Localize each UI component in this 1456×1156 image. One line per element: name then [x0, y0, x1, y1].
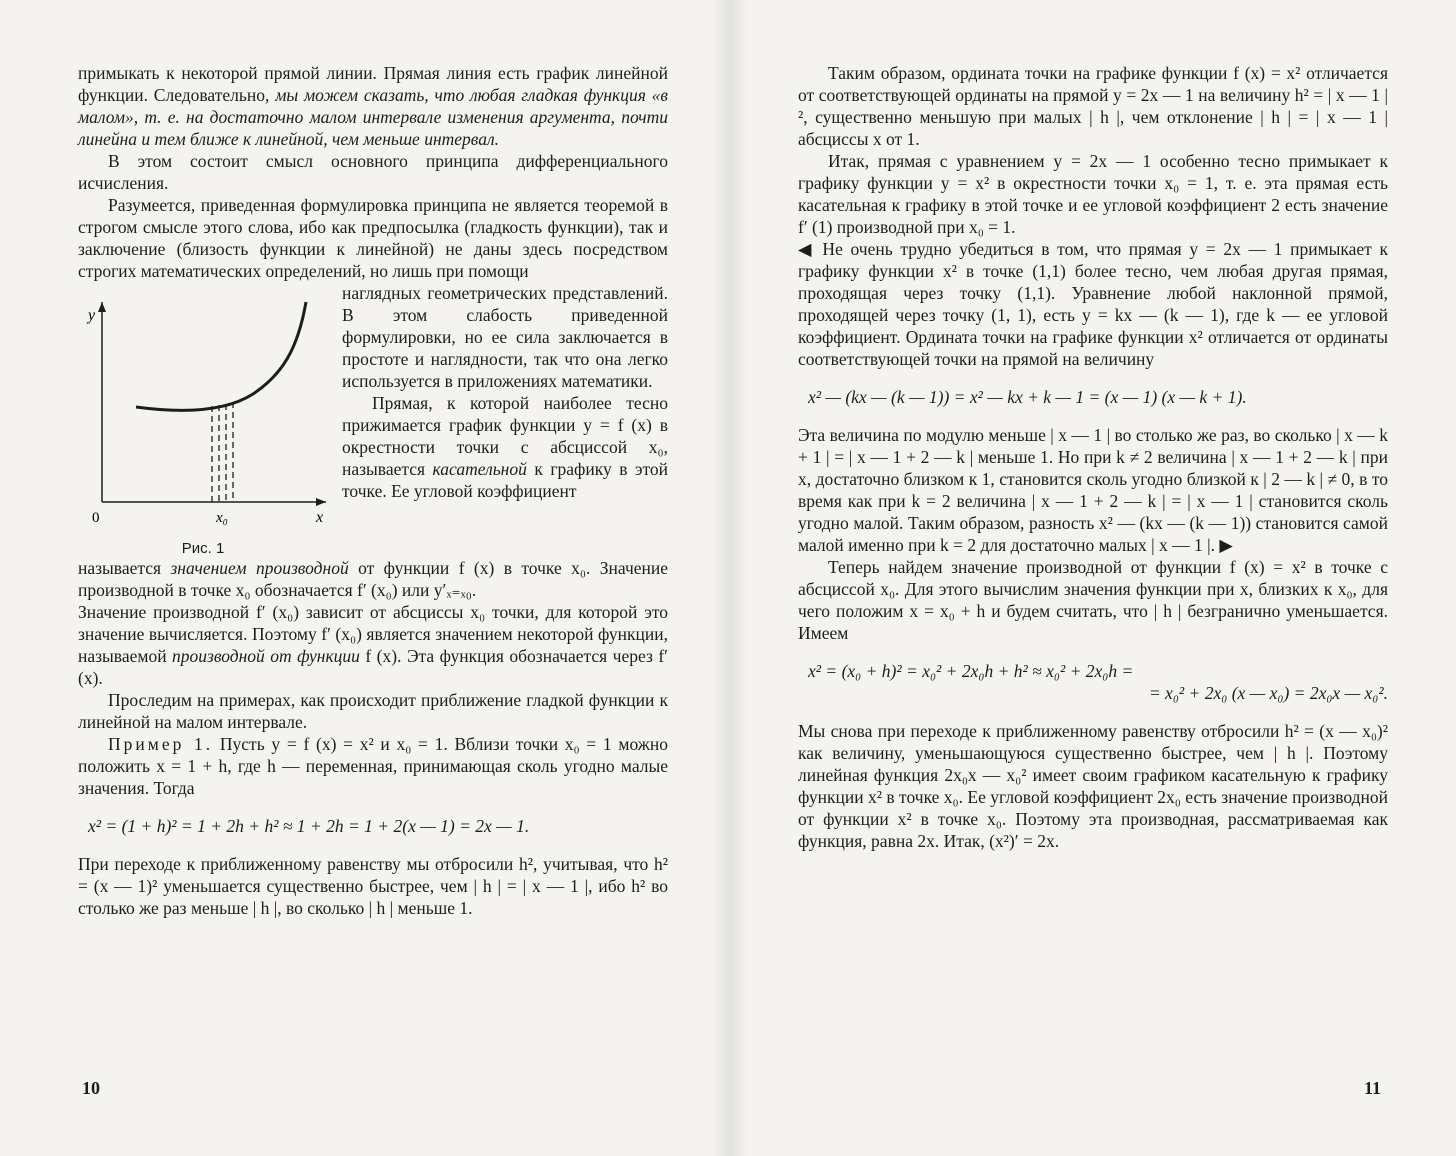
right-formula-2a: x² = (x₀ + h)² = x₀² + 2x₀h + h² ≈ x₀² + 2x₀h = — [808, 661, 1134, 681]
left-page-number: 10 — [82, 1078, 100, 1098]
example-label: Пример 1. — [108, 734, 214, 754]
right-page-number: 11 — [1364, 1078, 1382, 1098]
left-paragraph-4-end — [78, 557, 668, 601]
right-paragraph-3: ◀ Не очень трудно убедиться в том, что прямая y = 2x — 1 примыкает к графику функции x² в точке (1,1) более тесно, чем любая другая прямая, проходящая через точку (1,1). Уравнение любой наклонной прямой, проходящей через точку (1, 1), есть y = kx — (k — 1), где k — ее угловой коэффициент. Ордината точки на графике функции x² отличается от ординаты соответствующей точки на прямой на величину — [798, 239, 1388, 369]
left-p4-tangent: касательной — [432, 459, 527, 479]
right-paragraph-4: Эта величина по модулю меньше | x — 1 | во столько же раз, во сколько | x — k + 1 | = | x — 1 + 2 — k | меньше 1. Но при k ≠ 2 величина | x — 1 + 2 — k | при x, достаточно близком к 1, становится сколь угодно близкой к | 2 — k | ≠ 0, в то время как при k = 2 величина | x — 1 + 2 — k | = | x — 1 | становится сколь угодно малой. Таким образом, разность x² — (kx — (k — 1)) становится самой малой именно при k = 2 для достаточно малых | x — 1 |. ▶ — [798, 425, 1388, 555]
left-page — [78, 62, 668, 919]
book-gutter — [712, 0, 748, 1156]
function-curve — [136, 302, 306, 410]
left-p1-italic: мы можем сказать, что любая гладкая функция «в малом», т. е. на достаточно малом интервале изменения аргумента, почти линейна и тем ближе к линейной, чем меньше интервал. — [78, 85, 669, 149]
y-axis-arrow-icon — [98, 302, 106, 312]
right-paragraph-5: Теперь найдем значение производной от функции f (x) = x² в точке с абсциссой x₀. Для этого вычислим значения функции при x, близких к x₀, для чего положим x = x₀ + h и будем считать, что | h | безгранично уменьшается. Имеем — [798, 557, 1388, 643]
left-p5a: Значение производной f′ (x₀) зависит от абсциссы x₀ точки, для которой это значение вычисляется. Поэтому f′ (x₀) является значением некоторой функции, называемой — [78, 602, 668, 666]
left-p1-text: примыкать к некоторой прямой линии. Прямая линия есть график линейной функции. Следовательно, — [78, 63, 668, 105]
left-paragraph-1 — [78, 62, 668, 150]
left-paragraph-7 — [78, 733, 668, 799]
x-axis-arrow-icon — [316, 498, 326, 506]
left-paragraph-8: При переходе к приближенному равенству мы отбросили h², учитывая, что h² = (x — 1)² уменьшается существенно быстрее, чем | h | = | x — 1 |, ибо h² во столько же раз меньше | h |, во сколько | h | меньше 1. — [78, 854, 668, 918]
x-axis-label: x — [316, 509, 324, 526]
left-paragraph-6: Проследим на примерах, как происходит приближение гладкой функции к линейной на малом интервале. — [78, 690, 668, 732]
left-formula-1: x² = (1 + h)² = 1 + 2h + h² ≈ 1 + 2h = 1 + 2(x — 1) = 2x — 1. — [88, 816, 530, 836]
right-paragraph-6: Мы снова при переходе к приближенному равенству отбросили h² = (x — x₀)² как величину, уменьшающуюся существенно быстрее, чем | h |. Поэтому линейная функция 2x₀x — x₀² имеет своим графиком касательную к графику функции x² в точке x₀. Ее угловой коэффициент 2x₀ есть значение производной от функции x² в точке x₀. Поэтому эта производная, рассматриваемая как функция, равна 2x. Итак, (x²)′ = 2x. — [798, 721, 1388, 851]
y-axis-label: y — [88, 307, 96, 324]
left-p7-text: Пусть y = f (x) = x² и x₀ = 1. Вблизи точки x₀ = 1 можно положить x = 1 + h, где h — переменная, принимающая сколь угодно малые значения. Тогда — [78, 734, 668, 798]
left-paragraph-5 — [78, 601, 668, 689]
left-p4-value: значением производной — [170, 558, 349, 578]
left-p4a: Прямая, к которой наиболее тесно прижимается график функции y = f (x) в окрестности точки с абсциссой x₀, называется — [342, 393, 668, 479]
left-paragraph-3: Разумеется, приведенная формулировка принципа не является теоремой в строгом смысле этого слова, ибо как предпосылка (гладкость функции), так и заключение (близость функции к линейной) не даны здесь посредством строгих математических определений, но лишь при помощи — [78, 195, 668, 281]
left-p5b: f (x). Эта функция обозначается через f′ (x). — [78, 646, 668, 688]
right-paragraph-2: Итак, прямая с уравнением y = 2x — 1 особенно тесно примыкает к графику функции y = x² в окрестности точки x₀ = 1, т. е. эта прямая есть касательная к графику в этой точке и ее угловой коэффициент 2 есть значение f′ (1) производной при x₀ = 1. — [798, 151, 1388, 237]
right-formula-2b: = x₀² + 2x₀ (x — x₀) = 2x₀x — x₀². — [1148, 683, 1388, 703]
figure-1 — [78, 282, 328, 557]
figure-caption: Рис. 1 — [181, 540, 225, 557]
left-p4c: называется — [78, 558, 162, 578]
left-p4b: к графику в этой точке. Ее угловой коэффициент — [342, 459, 668, 501]
right-page — [798, 62, 1388, 852]
right-paragraph-1: Таким образом, ордината точки на графике функции f (x) = x² отличается от соответствующей ординаты на прямой y = 2x — 1 на величину h² = | x — 1 |², существенно меньшую при малых | h |, чем отклонение | h | = | x — 1 | абсциссы x от 1. — [798, 63, 1388, 149]
left-p4d: от функции f (x) в точке x₀. Значение производной в точке x₀ обозначается f′ (x₀) или y′ₓ₌ₓ₀. — [78, 558, 669, 600]
left-p5-deriv: производной от функции — [172, 646, 360, 666]
figure-1-graph — [78, 282, 328, 532]
left-paragraph-4-start — [342, 392, 668, 502]
figure-wrap — [78, 282, 668, 557]
left-paragraph-3b: наглядных геометрических представлений. В этом слабость приведенной формулировки, но ее сила заключается в простоте и наглядности, так что она легко используется в приложениях математики. — [342, 283, 668, 391]
x0-label: x₀ — [216, 510, 228, 526]
left-paragraph-2: В этом состоит смысл основного принципа дифференциального исчисления. — [78, 151, 668, 193]
figure-side-text — [342, 282, 668, 557]
origin-label: 0 — [92, 510, 100, 526]
right-formula-1: x² — (kx — (k — 1)) = x² — kx + k — 1 = (x — 1) (x — k + 1). — [808, 387, 1247, 407]
